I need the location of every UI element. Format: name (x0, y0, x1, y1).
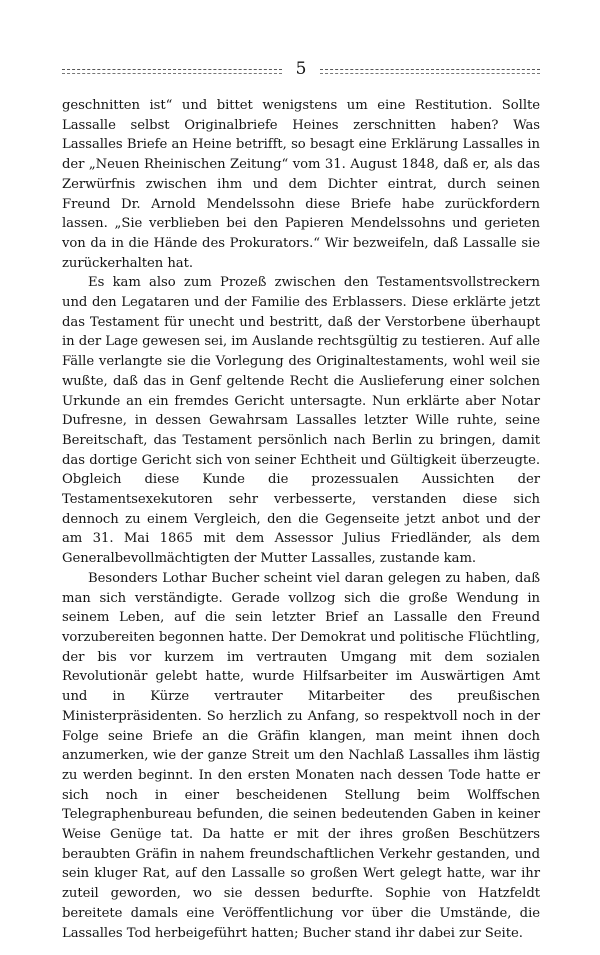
page-number: 5 (295, 59, 307, 79)
paragraph-2: Es kam also zum Prozeß zwischen den Testamentsvollstreckern und den Legataren und der Familie des Erblassers. Diese erklärte jetzt das Testament für unecht und bestritt, daß der Verstorbene überhaupt in der Lage gewesen sei, im Auslande rechtsgültig zu testieren. Auf alle Fälle verlangte sie die Vorlegung des Originaltestaments, wohl weil sie wußte, daß das in Genf geltende Recht die Auslieferung einer solchen Urkunde an ein fremdes Gericht untersagte. Nun erklärte aber Notar Dufresne, in dessen Gewahrsam Lassalles letzter Wille ruhte, seine Bereitschaft, das Testament persönlich nach Berlin zu bringen, damit das dortige Gericht sich von seiner Echtheit und Gültigkeit überzeugte. Obgleich diese Kunde die prozessualen Aussichten der Testamentsexekutoren sehr verbesserte, verstanden diese sich dennoch zu einem Vergleich, den die Gegenseite jetzt anbot und der am 31. Mai 1865 mit dem Assessor Julius Friedländer, als dem Generalbevollmächtigten der Mutter Lassalles, zustande kam. (62, 275, 540, 567)
paragraph-3: Besonders Lothar Bucher scheint viel daran gelegen zu haben, daß man sich verständigte. Gerade vollzog sich die große Wendung in seinem Leben, auf die sein letzter Brief an Lassalle den Freund vorzubereiten begonnen hatte. Der Demokrat und politische Flüchtling, der bis vor kurzem im vertrauten Umgang mit dem sozialen Revolutionär gelebt hatte, wurde Hilfsarbeiter im Auswärtigen Amt und in Kürze vertrauter Mitarbeiter des preußischen Ministerpräsidenten. So herzlich zu Anfang, so respektvoll noch in der Folge seine Briefe an die Gräfin klangen, man meint ihnen doch anzumerken, wie der ganze Streit um den Nachlaß Lassalles ihm lästig zu werden beginnt. In den ersten Monaten nach dessen Tode hatte er sich noch in einer bescheidenen Stellung beim Wolffschen Telegraphenbureau befunden, die seinen bedeutenden Gaben in keiner Weise Genüge tat. Da hatte er mit der ihres großen Beschützers beraubten Gräfin in nahem freundschaftlichen Verkehr gestanden, und sein kluger Rat, auf den Lassalle so großen Wert gelegt hatte, war ihr zuteil geworden, wo sie dessen bedurfte. Sophie von Hatzfeldt bereitete damals eine Veröffentlichung vor über die Umstände, die Lassalles Tod herbeigeführt hatten; Bucher stand ihr dabei zur Seite. (62, 570, 540, 941)
header-rule-right (320, 69, 540, 70)
running-header (62, 56, 540, 82)
paragraph-1: geschnitten ist“ und bittet wenigstens um eine Restitution. Sollte Lassalle selbst Originalbriefe Heines zerschnitten haben? Was Lassalles Briefe an Heine betrifft, so besagt eine Erklärung Lassalles in der „Neuen Rheinischen Zeitung“ vom 31. August 1848, daß er, als das Zerwürfnis zwischen ihm und dem Dichter eintrat, durch seinen Freund Dr. Arnold Mendelssohn diese Briefe habe zurückfordern lassen. „Sie verblieben bei den Papieren Mendelssohns und gerieten von da in die Hände des Prokurators.“ Wir bezweifeln, daß Lassalle sie zurückerhalten hat. (62, 98, 540, 271)
book-page (62, 56, 540, 943)
body-text (62, 96, 540, 943)
